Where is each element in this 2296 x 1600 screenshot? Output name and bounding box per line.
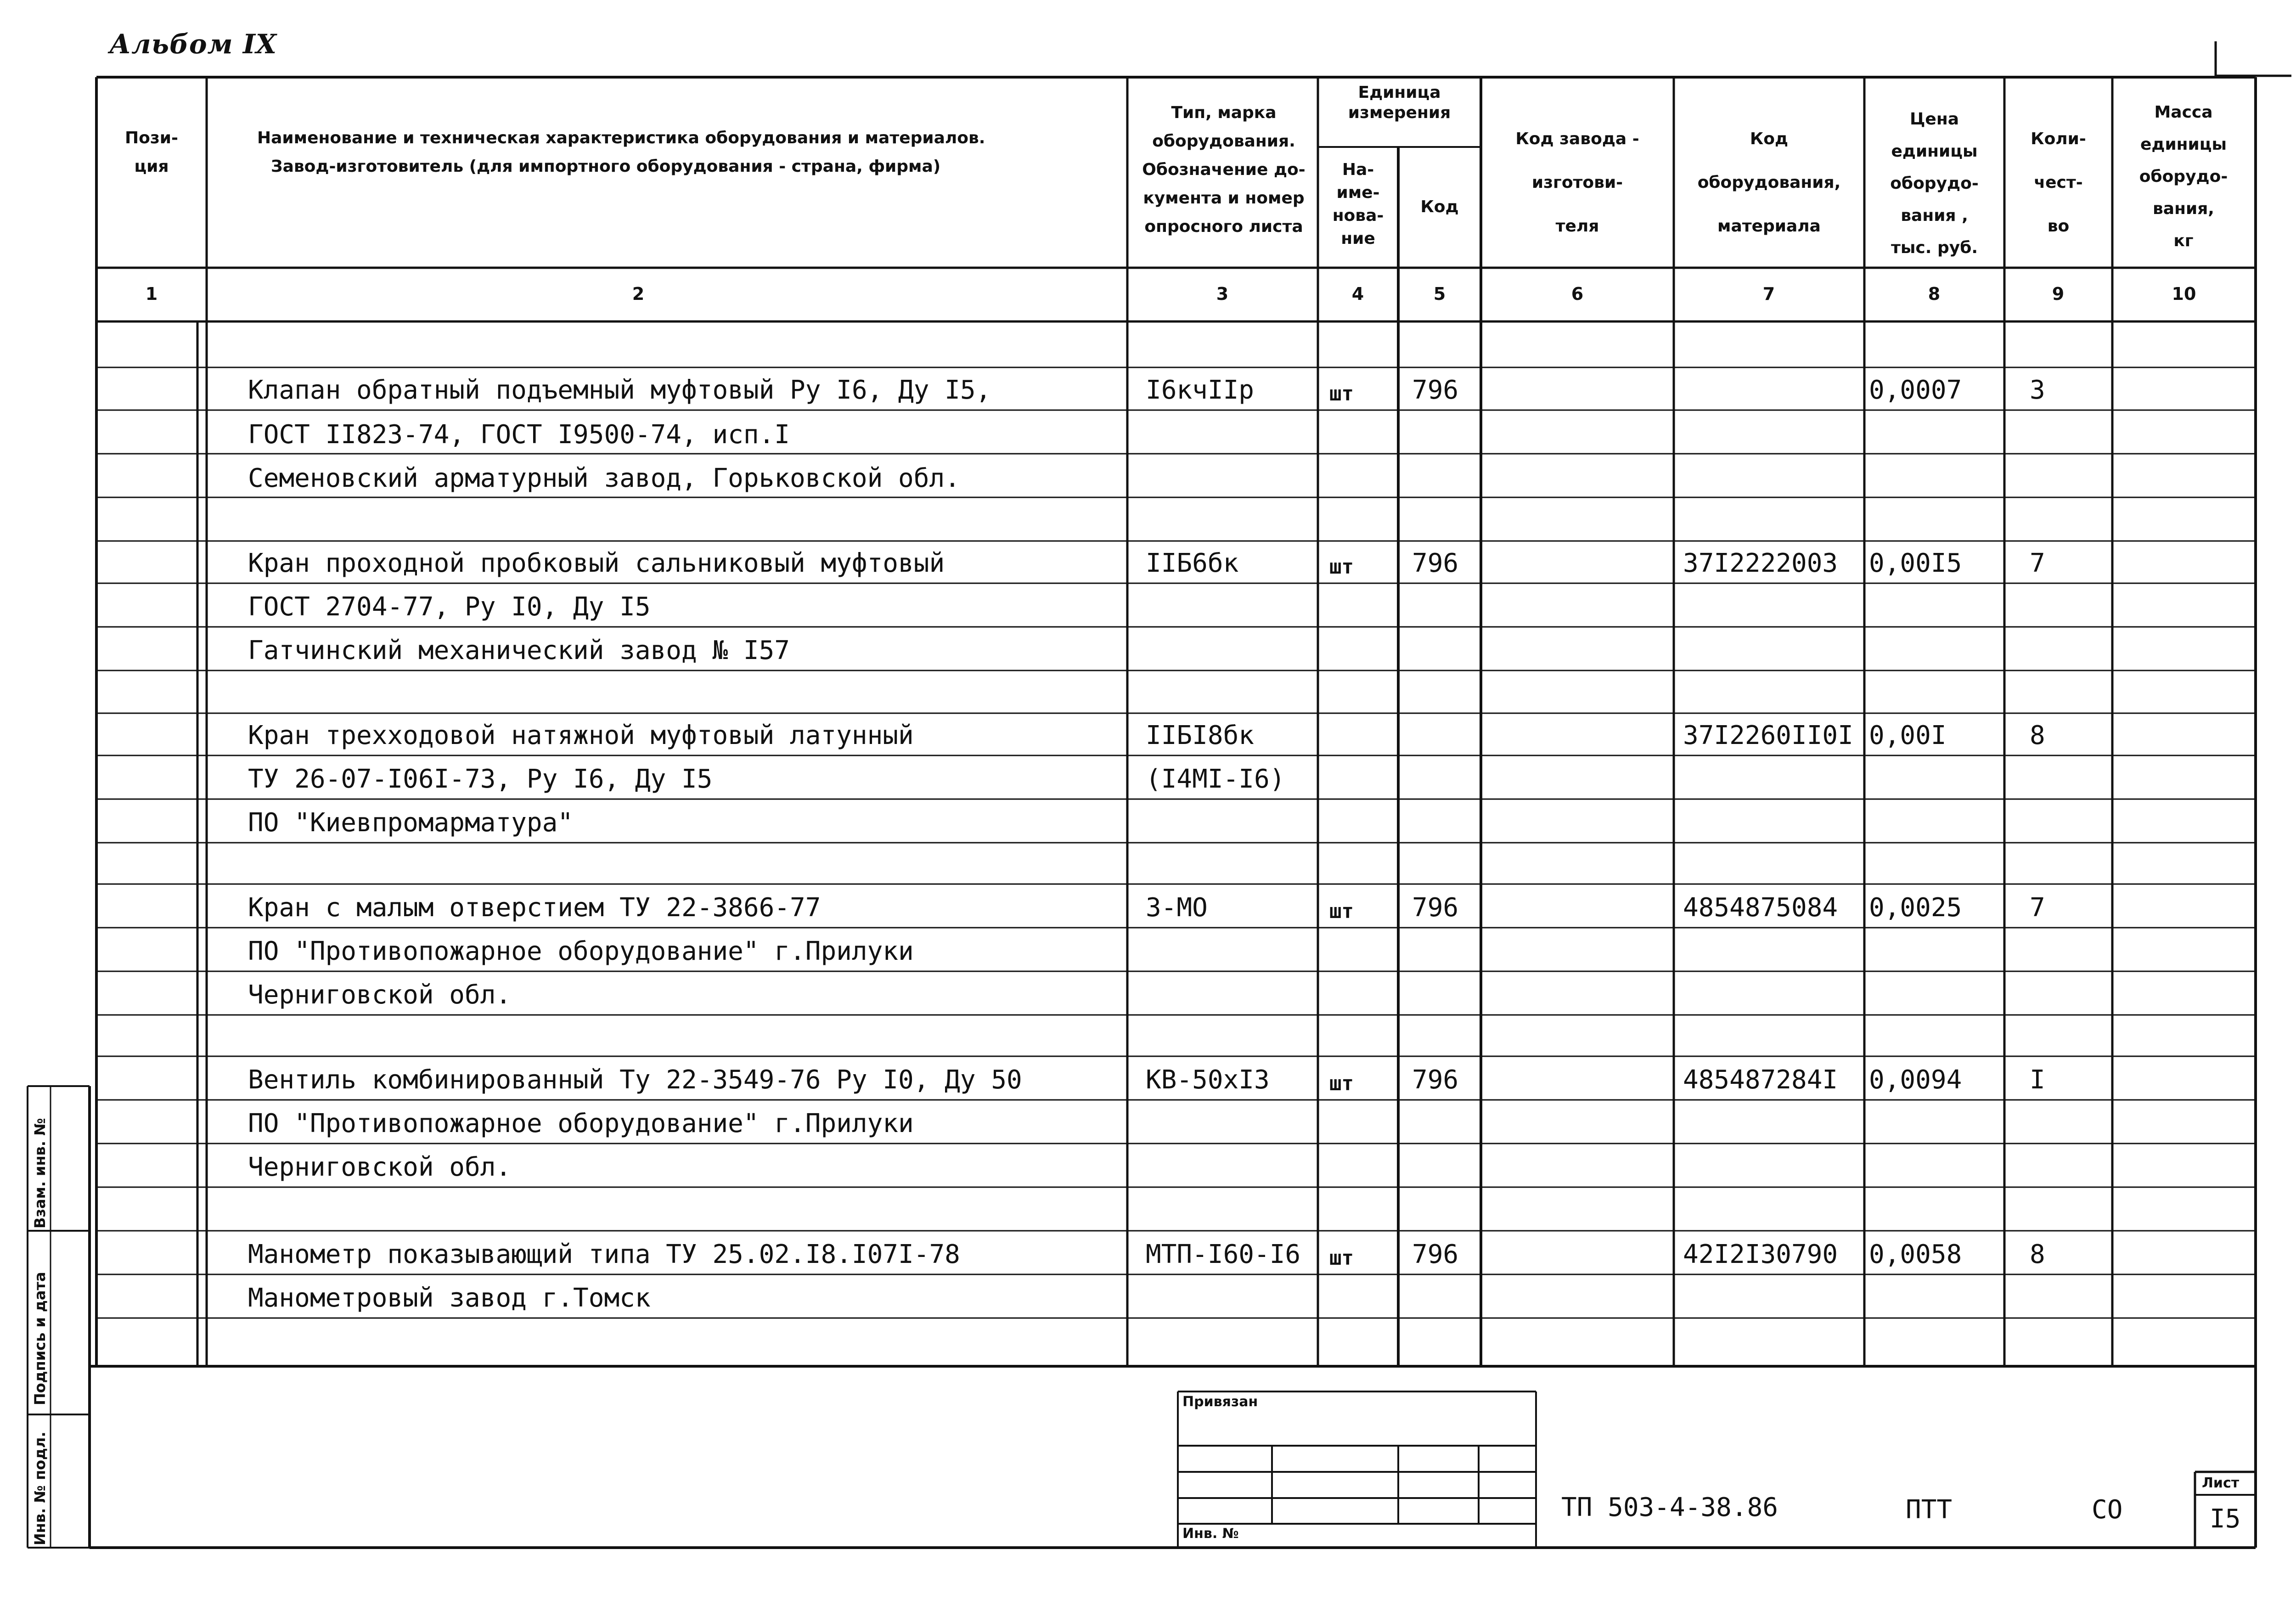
column-number: 8	[1928, 284, 1941, 304]
row-qty: 3	[2030, 375, 2045, 405]
side-label-replacement: Взам. инв. №	[31, 1118, 49, 1228]
row-qty: 8	[2030, 721, 2045, 750]
row-name: Кран трехходовой натяжной муфтовый латунный	[248, 721, 914, 750]
column-number: 6	[1571, 284, 1584, 304]
row-name: ПО "Противопожарное оборудование" г.Прилуки	[248, 1109, 914, 1138]
row-qty: I	[2030, 1065, 2045, 1095]
row-name: ГОСТ 2704-77, Ру I0, Ду I5	[248, 592, 651, 622]
row-code: 796	[1412, 1065, 1459, 1095]
header-plant-code: Код завода - изготови- теля	[1515, 130, 1639, 236]
row-name: Вентиль комбинированный Ту 22-3549-76 Ру I0, Ду 50	[248, 1065, 1022, 1095]
header-name: Наименование и техническая характеристика оборудования и материалов. Завод-изготовитель (для импортного оборудования - страна, фирма)	[257, 129, 985, 176]
header-unit-name: На- име- нова- ние	[1332, 160, 1384, 248]
stamp-linked-label: Привязан	[1182, 1394, 1258, 1410]
row-name: Гатчинский механический завод № I57	[248, 636, 790, 665]
row-name: Семеновский арматурный завод, Горьковской обл.	[248, 463, 960, 493]
row-type: (I4МI-I6)	[1146, 764, 1285, 794]
header-unit-code: Код	[1420, 197, 1459, 216]
row-type: I6кчIIр	[1146, 375, 1255, 405]
row-price: 0,0094	[1869, 1065, 1962, 1095]
column-number: 3	[1216, 284, 1229, 304]
row-type: 3-МО	[1146, 893, 1208, 923]
header-unit-group: Единица измерения	[1348, 83, 1451, 122]
row-unit: шт	[1329, 555, 1354, 579]
row-type: IIБI8бк	[1146, 721, 1255, 750]
row-type: КВ-50хI3	[1146, 1065, 1270, 1095]
row-price: 0,00I5	[1869, 548, 1962, 578]
header-quantity: Коли- чест- во	[2031, 130, 2086, 236]
row-qty: 7	[2030, 893, 2045, 923]
column-number: 5	[1433, 284, 1446, 304]
row-code: 796	[1412, 548, 1459, 578]
row-unit: шт	[1329, 382, 1354, 406]
row-name: Манометровый завод г.Томск	[248, 1283, 651, 1313]
row-price: 0,0025	[1869, 893, 1962, 923]
column-number: 7	[1762, 284, 1775, 304]
row-equip-code: 485487284I	[1683, 1065, 1838, 1095]
header-position: Пози- ция	[125, 129, 178, 176]
header-equipment-code: Код оборудования, материала	[1697, 130, 1841, 236]
sheet-label: Лист	[2202, 1475, 2240, 1491]
row-unit: шт	[1329, 1072, 1354, 1095]
row-equip-code: 37I2260II0I	[1683, 721, 1853, 750]
row-type: МТП-I60-I6	[1146, 1239, 1301, 1269]
row-qty: 7	[2030, 548, 2045, 578]
sheet-number: I5	[2210, 1504, 2241, 1534]
album-label: Альбом IX	[109, 28, 277, 60]
row-name: ПО "Киевпромарматура"	[248, 808, 574, 838]
row-code: 796	[1412, 375, 1459, 405]
row-equip-code: 42I2I30790	[1683, 1239, 1838, 1269]
row-type: IIБ6бк	[1146, 548, 1239, 578]
stamp-inventory-label: Инв. №	[1182, 1526, 1239, 1542]
document-mark: ПТТ	[1906, 1495, 1953, 1525]
column-number: 10	[2172, 284, 2196, 304]
row-equip-code: 4854875084	[1683, 893, 1838, 923]
header-type: Тип, марка оборудования. Обозначение до- кумента и номер опросного листа	[1142, 103, 1306, 236]
row-qty: 8	[2030, 1239, 2045, 1269]
document-format: СО	[2092, 1495, 2123, 1525]
header-price: Цена единицы оборудо- вания , тыс. руб.	[1890, 110, 1979, 257]
row-name: Кран проходной пробковый сальниковый муфтовый	[248, 548, 945, 578]
column-number: 2	[632, 284, 645, 304]
row-code: 796	[1412, 893, 1459, 923]
row-code: 796	[1412, 1239, 1459, 1269]
row-name: ГОСТ II823-74, ГОСТ I9500-74, исп.I	[248, 420, 790, 450]
document-code: ТП 503-4-38.86	[1561, 1493, 1778, 1522]
row-unit: шт	[1329, 900, 1354, 923]
column-number: 9	[2052, 284, 2065, 304]
row-name: Клапан обратный подъемный муфтовый Ру I6, Ду I5,	[248, 375, 991, 405]
column-number: 1	[145, 284, 158, 304]
column-number: 4	[1351, 284, 1364, 304]
row-equip-code: 37I2222003	[1683, 548, 1838, 578]
row-price: 0,00I	[1869, 721, 1947, 750]
header-mass: Масса единицы оборудо- вания, кг	[2139, 103, 2228, 250]
row-price: 0,0058	[1869, 1239, 1962, 1269]
row-unit: шт	[1329, 1246, 1354, 1270]
row-name: Манометр показывающий типа ТУ 25.02.I8.I07I-78	[248, 1239, 960, 1269]
row-name: Кран с малым отверстием ТУ 22-3866-77	[248, 893, 821, 923]
row-price: 0,0007	[1869, 375, 1962, 405]
row-name: Черниговской обл.	[248, 980, 512, 1010]
row-name: ТУ 26-07-I06I-73, Ру I6, Ду I5	[248, 764, 713, 794]
row-name: Черниговской обл.	[248, 1152, 512, 1182]
side-label-inventory: Инв. № подл.	[31, 1431, 49, 1545]
row-name: ПО "Противопожарное оборудование" г.Прилуки	[248, 936, 914, 966]
side-label-signature: Подпись и дата	[31, 1272, 49, 1405]
